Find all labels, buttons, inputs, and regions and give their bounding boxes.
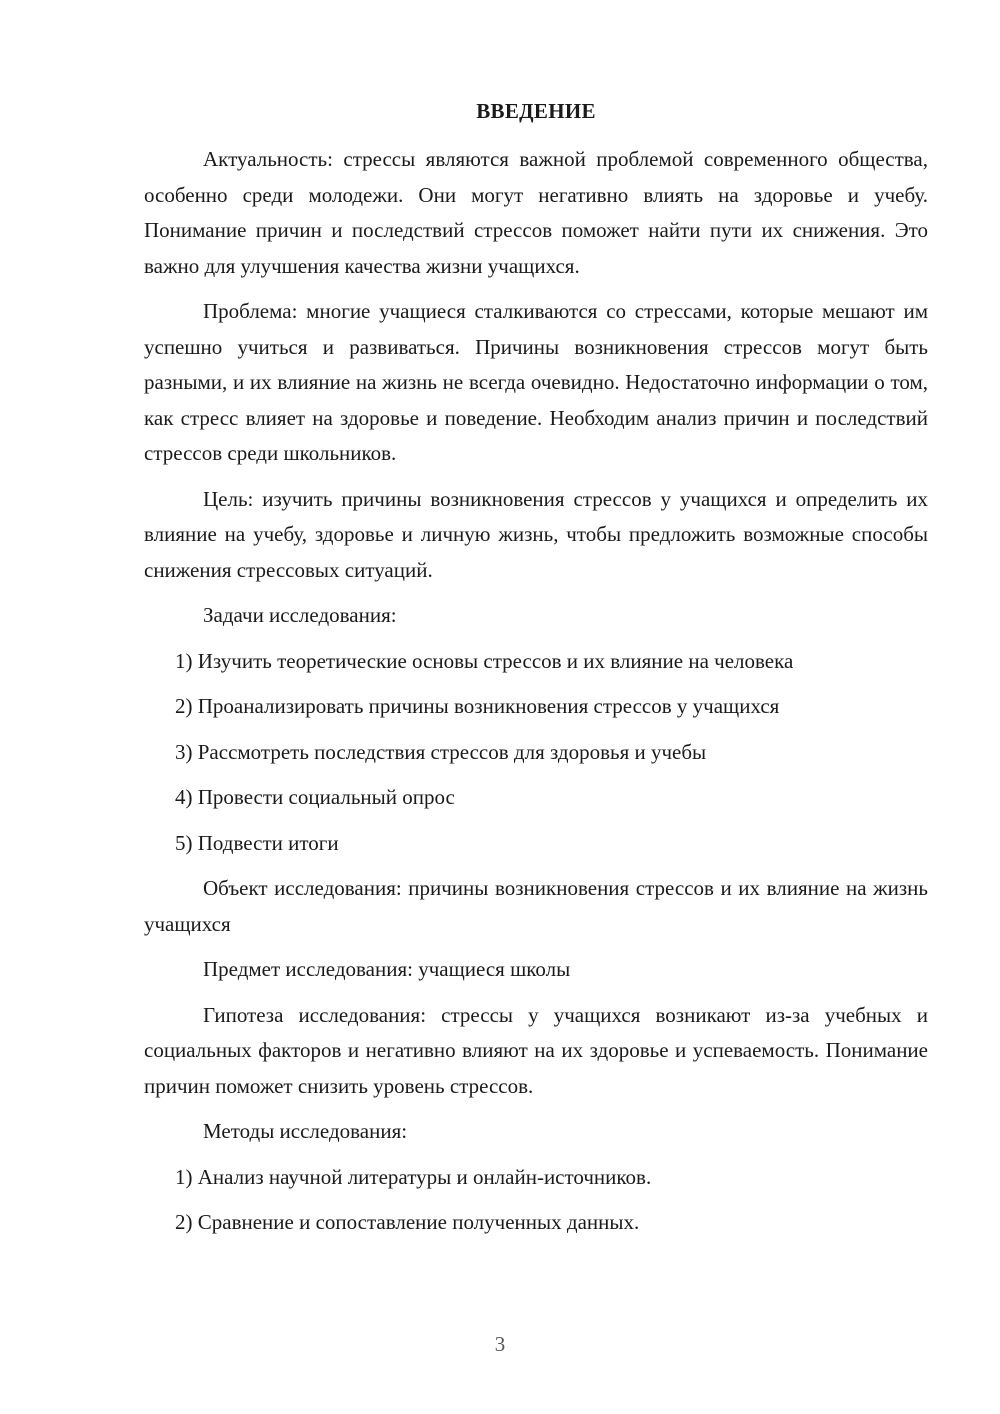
relevance-paragraph: Актуальность: стрессы являются важной проблемой современного общества, особенно среди молодежи. Они могут негативно влиять на здоровье и учебу. Понимание причин и последствий стрессов поможет найти пути их снижения. Это важно для улучшения качества жизни учащихся.	[144, 147, 928, 278]
document-page	[144, 94, 928, 1251]
object-paragraph: Объект исследования: причины возникновения стрессов и их влияние на жизнь учащихся	[144, 876, 928, 936]
method-item-1: 1) Анализ научной литературы и онлайн-источников.	[175, 1164, 652, 1189]
task-item-1: 1) Изучить теоретические основы стрессов и их влияние на человека	[175, 648, 794, 673]
method-item-2: 2) Сравнение и сопоставление полученных данных.	[175, 1210, 640, 1234]
subject-paragraph: Предмет исследования: учащиеся школы	[203, 957, 571, 981]
problem-paragraph: Проблема: многие учащиеся сталкиваются со стрессами, которые мешают им успешно учиться и развиваться. Причины возникновения стрессов могут быть разными, и их влияние на жизнь не всегда очевидно. Недостаточно информации о том, как стресс влияет на здоровье и поведение. Необходим анализ причин и последствий стрессов среди школьников.	[144, 299, 928, 465]
tasks-heading: Задачи исследования:	[203, 603, 397, 627]
methods-heading: Методы исследования:	[203, 1119, 408, 1143]
task-item-2: 2) Проанализировать причины возникновения стрессов у учащихся	[175, 694, 780, 718]
task-item-3: 3) Рассмотреть последствия стрессов для здоровья и учебы	[175, 739, 707, 764]
methods-list	[144, 1160, 928, 1241]
task-item-5: 5) Подвести итоги	[175, 830, 339, 855]
page-number: 3	[494, 1332, 506, 1356]
hypothesis-paragraph: Гипотеза исследования: стрессы у учащихся возникают из-за учебных и социальных факторов и негативно влияют на их здоровье и успеваемость. Понимание причин поможет снизить уровень стрессов.	[144, 1002, 928, 1098]
task-item-4: 4) Провести социальный опрос	[175, 785, 455, 809]
section-title: ВВЕДЕНИЕ	[476, 99, 596, 123]
goal-paragraph: Цель: изучить причины возникновения стрессов у учащихся и определить их влияние на учебу, здоровье и личную жизнь, чтобы предложить возможные способы снижения стрессовых ситуаций.	[144, 486, 928, 582]
tasks-list	[144, 644, 928, 862]
